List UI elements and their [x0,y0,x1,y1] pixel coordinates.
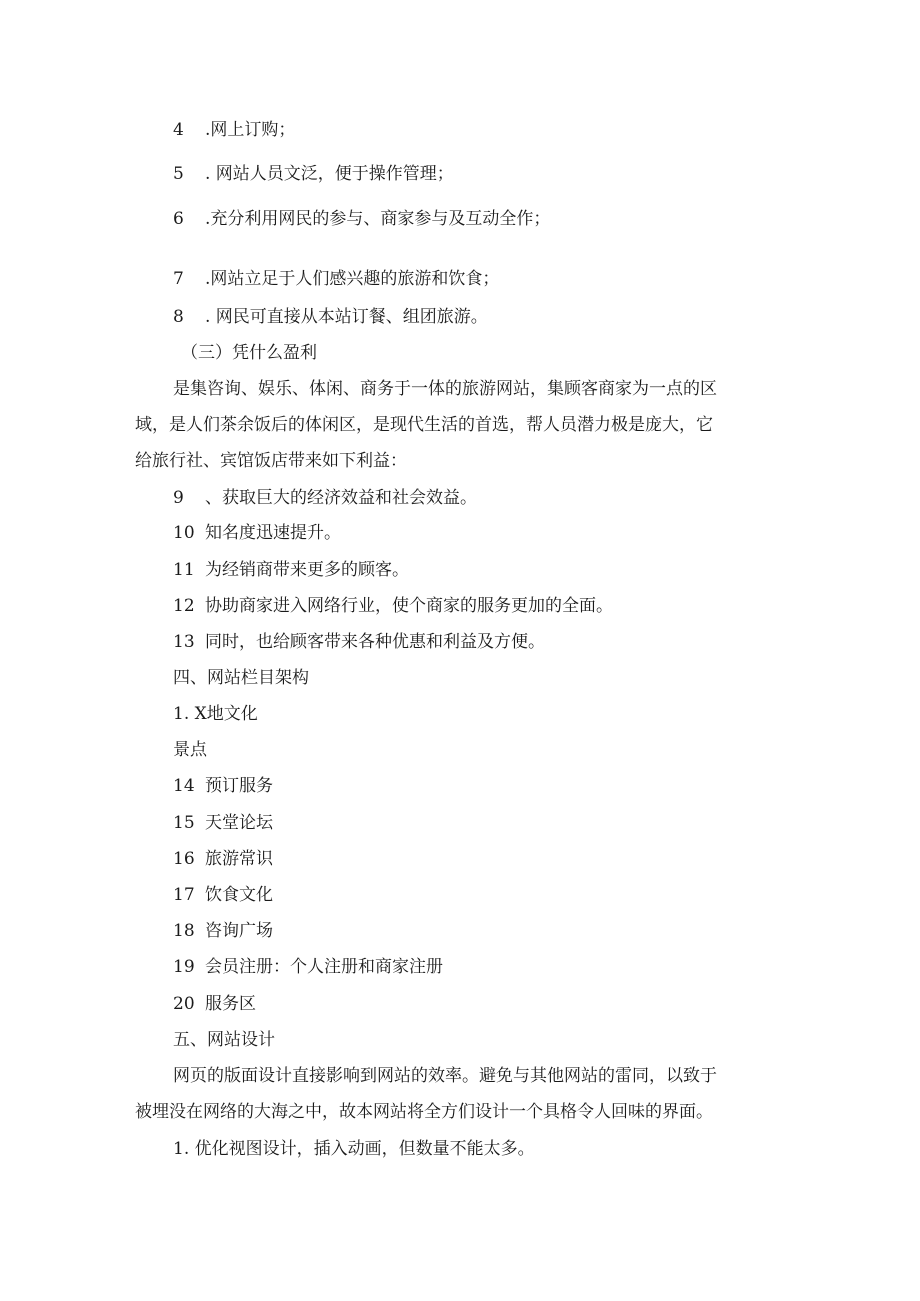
list-item [173,522,341,544]
list-text: . 网站人员文泛，便于操作管理； [205,164,454,184]
list-item [173,163,454,185]
list-number: 13 [173,632,195,652]
list-text: 、获取巨大的经济效益和社会效益。 [205,488,477,508]
section-heading: 五、网站设计 [173,1030,275,1050]
list-text: 咨询广场 [205,921,273,941]
list-item: 1. X地文化 [173,704,258,724]
list-text: 会员注册：个人注册和商家注册 [205,957,443,977]
paragraph-line: 给旅行社、宾馆饭店带来如下利益： [135,451,407,471]
list-number: 18 [173,921,195,941]
paragraph-line: 域，是人们茶余饭后的体闲区，是现代生活的首选，帮人员潜力极是庞大，它 [135,415,713,435]
list-number: 17 [173,885,195,905]
list-item [173,956,443,978]
list-item [173,208,550,230]
list-number: 10 [173,523,195,543]
list-item [173,559,409,581]
list-text: 饮食文化 [205,885,273,905]
list-item [173,920,273,942]
list-number: 19 [173,957,195,977]
list-number: 12 [173,596,195,616]
paragraph-line: 网页的版面设计直接影响到网站的效率。避免与其他网站的雷同，以致于 [173,1066,717,1086]
list-number: 11 [173,560,195,580]
list-item [173,268,499,290]
list-number: 16 [173,849,195,869]
list-item [173,306,488,328]
list-item [173,631,545,653]
list-number: 6 [173,209,184,229]
list-text: 天堂论坛 [205,813,273,833]
list-text: 协助商家进入网络行业，使个商家的服务更加的全面。 [205,596,613,616]
list-item [173,487,477,509]
paragraph-line: 被埋没在网络的大海之中，故本网站将全方们设计一个具格令人回味的界面。 [135,1102,713,1122]
list-text: 预订服务 [205,776,273,796]
list-number: 7 [173,269,184,289]
list-item [173,993,256,1015]
list-number: 4 [173,120,184,140]
list-item [173,595,613,617]
list-item [173,884,273,906]
list-number: 5 [173,164,184,184]
paragraph-line: 是集咨询、娱乐、体闲、商务于一体的旅游网站，集顾客商家为一点的区 [173,379,717,399]
list-text: 服务区 [205,994,256,1014]
list-number: 9 [173,488,184,508]
section-heading: 四、网站栏目架构 [173,668,309,688]
list-item [173,119,295,141]
list-text: 为经销商带来更多的顾客。 [205,560,409,580]
list-item [173,775,273,797]
list-item: 1. 优化视图设计，插入动画，但数量不能太多。 [173,1139,535,1159]
list-number: 15 [173,813,195,833]
list-text: 旅游常识 [205,849,273,869]
list-text: 知名度迅速提升。 [205,523,341,543]
list-item: 景点 [173,740,207,760]
list-text: 同时，也给顾客带来各种优惠和利益及方便。 [205,632,545,652]
list-text: .网站立足于人们感兴趣的旅游和饮食； [205,269,500,289]
list-text: .充分利用网民的参与、商家参与及互动全作； [205,209,551,229]
list-item [173,848,273,870]
list-number: 14 [173,776,195,796]
list-item [173,812,273,834]
list-text: .网上订购； [205,120,296,140]
section-heading: （三）凭什么盈利 [181,343,317,363]
list-text: . 网民可直接从本站订餐、组团旅游。 [205,307,488,327]
list-number: 20 [173,994,195,1014]
list-number: 8 [173,307,184,327]
